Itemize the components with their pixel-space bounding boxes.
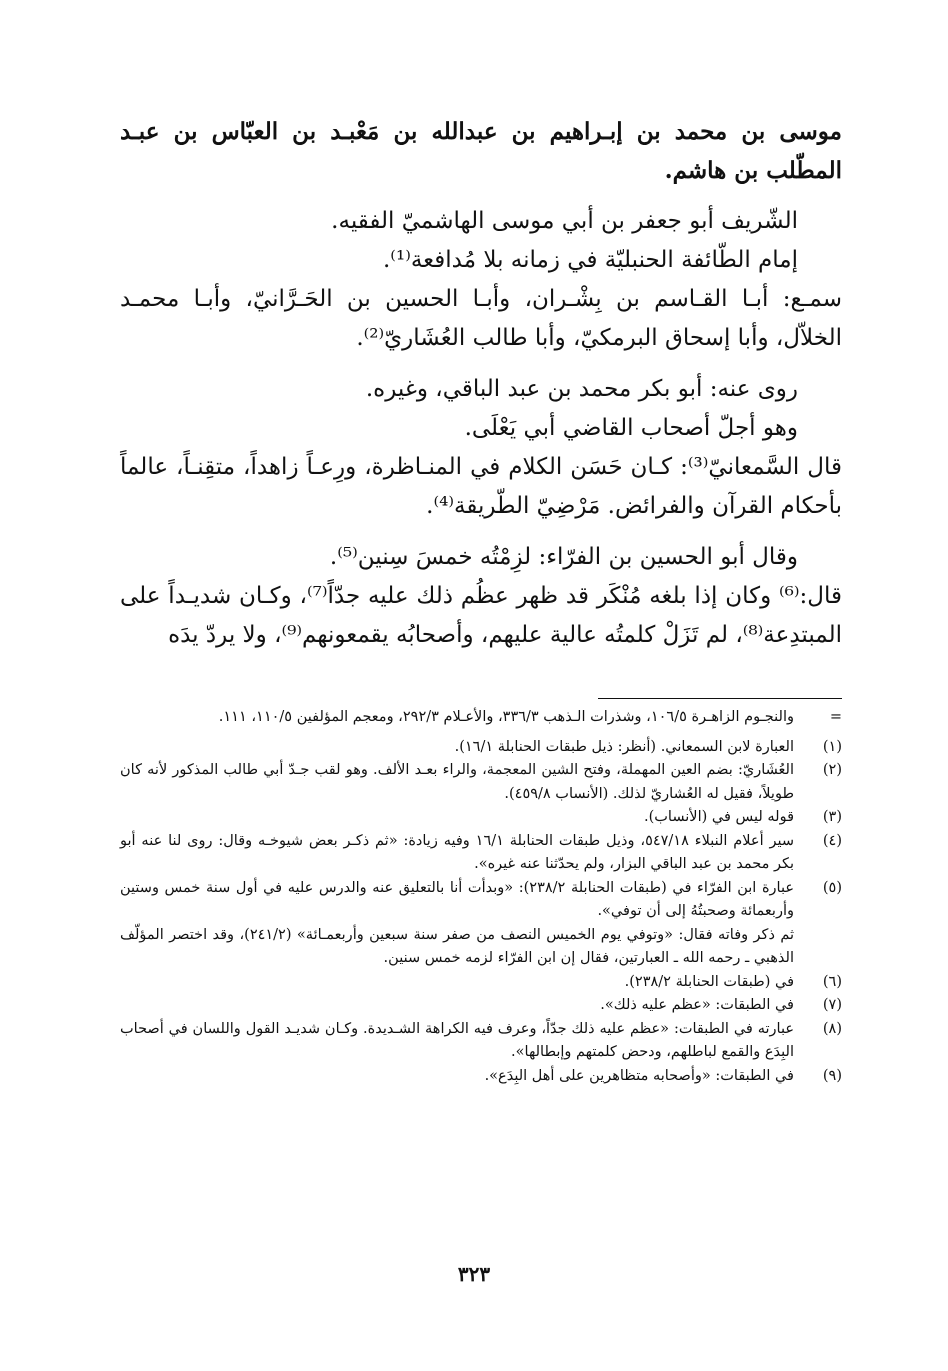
- footnotes: [120, 706, 842, 1088]
- footnote-text: العبارة لابن السمعاني. (أنظر: ذيل طبقات الحنابلة ١٦/١).: [454, 738, 794, 755]
- text-paragraph: قال:⁽⁶⁾ وكان إذا بلغه مُنْكَر قد ظهر عظُم ذلك عليه جدّاً⁽⁷⁾، وكـان شديـداً على المبتدِعة⁽⁸⁾، لم تَزَلْ كلمتُه عالية عليهم، وأصحابُه يقمعونهم⁽⁹⁾، ولا يردّ يدَه: [120, 583, 843, 648]
- footnote: [120, 1018, 842, 1065]
- footnote: [120, 877, 842, 924]
- footnote-text: في الطبقات: «عظم عليه ذلك».: [600, 997, 794, 1013]
- page-number: ٣٢٣: [457, 1262, 491, 1286]
- footnote-text: قوله ليس في (الأنساب).: [644, 809, 794, 825]
- footnote-number: (٢): [822, 762, 842, 778]
- footnote-number: =: [829, 709, 842, 725]
- footnote-number: (٧): [822, 997, 842, 1013]
- entry-heading: موسى بن محمد بن إبـراهيم بن عبدالله بن مَعْبـد بن العبّاس بن عبـد المطّلب بن هاشم.: [120, 118, 842, 184]
- footnote-text: في (طبقات الحنابلة ٢٣٨/٢).: [624, 973, 794, 990]
- footnote-number: (٩): [822, 1067, 842, 1084]
- footnote: [120, 806, 842, 830]
- footnote-text: في الطبقات: «وأصحابه متظاهرين على أهل البِدَع».: [484, 1067, 794, 1084]
- footnote-text: عبارته في الطبقات: «عظم عليه ذلك جدّاً، وعرف فيه الكراهة الشـديدة. وكـان شديـد القول واللسان في أصحاب البِدَع والقمع لباطلهم، ودحض كلمتهم وإبطالها».: [120, 1020, 794, 1060]
- footnote-number: (٨): [822, 1020, 842, 1037]
- footnote-number: (٦): [822, 973, 842, 990]
- footnote-number: (١): [822, 738, 842, 755]
- footnote-continuation: ثم ذكر وفاته فقال: «وتوفي يوم الخميس النصف من صفر سنة سبعين وأربعمـائة» (٢٤١/٢)، وقد اختصر المؤلّف الذهبي ـ رحمه الله ـ العبارتين، فقال إن ابن الفرّاء لزمه خمس سنين.: [120, 926, 795, 966]
- text-paragraph: سمـع: أبـا القـاسم بن بِشْـران، وأبـا الحسين بن الحَـرَّانيّ، وأبـا محمـد الخلاّل، وأبا إسحاق البرمكيّ، وأبا طالب العُشَاريّ⁽²⁾.: [120, 286, 842, 351]
- footnote-number: (٥): [822, 879, 842, 896]
- footnote: [120, 736, 842, 760]
- footnote-number: (٣): [822, 809, 842, 825]
- footnote: [120, 994, 842, 1018]
- main-text: [120, 112, 842, 655]
- text-line: إمام الطّائفة الحنبليّة في زمانه بلا مُدافعة⁽¹⁾.: [383, 247, 798, 273]
- footnote: [120, 759, 842, 806]
- text-line: الشّريف أبو جعفر بن أبي موسى الهاشميّ الفقيه.: [331, 208, 798, 234]
- text-line: وقال أبو الحسين بن الفرّاء: لزِمْتُه خمسَ سِنين⁽⁵⁾.: [329, 544, 798, 570]
- footnote: [120, 830, 842, 877]
- text-line: روى عنه: أبو بكر محمد بن عبد الباقي، وغيره.: [365, 376, 798, 402]
- footnote: [120, 1065, 842, 1089]
- footnote-text: عبارة ابن الفرّاء في (طبقات الحنابلة ٢٣٨/٢): «وبدأت أنا بالتعليق عنه والدرس عليه في أول سنة خمس وستين وأربعمائة وصحبتُهُ إلى أن توفي».: [120, 879, 794, 919]
- footnote-text: سير أعلام النبلاء ٥٤٧/١٨، وذيل طبقات الحنابلة ١٦/١ وفيه زيادة: «ثم ذكـر بعض شيوخـه وقال: روى لنا عنه أبو بكر محمد بن عبد الباقي البزار، ولم يحدّثنا عنه غيره».: [120, 832, 794, 872]
- text-paragraph: قال السَّمعانيّ⁽³⁾: كـان حَسَن الكلام في المنـاظرة، ورِعـاً زاهداً، متقِنـاً، عالماً بأحكام القرآن والفرائض. مَرْضِيّ الطّريقة⁽⁴⁾.: [120, 454, 842, 519]
- text-line: وهو أجلّ أصحاب القاضي أبي يَعْلَى.: [464, 415, 798, 441]
- footnote-number: (٤): [822, 832, 842, 849]
- footnote-text: والنجـوم الزاهـرة ١٠٦/٥، وشذرات الـذهب ٣٣٦/٣، والأعـلام ٢٩٢/٣، ومعجم المؤلفين ١١٠/٥، ١١١.: [218, 709, 794, 725]
- footnote: [120, 706, 842, 730]
- footnote-text: العُشَاريّ: بضم العين المهملة، وفتح الشين المعجمة، والراء بعـد الألف. وهو لقب جـدّ أبي طالب المذكور لأنه كان طويلاً، فقيل له العُشاريّ لذلك. (الأنساب ٤٥٩/٨).: [120, 762, 794, 802]
- footnote-divider: [598, 698, 842, 699]
- footnote: [120, 971, 842, 995]
